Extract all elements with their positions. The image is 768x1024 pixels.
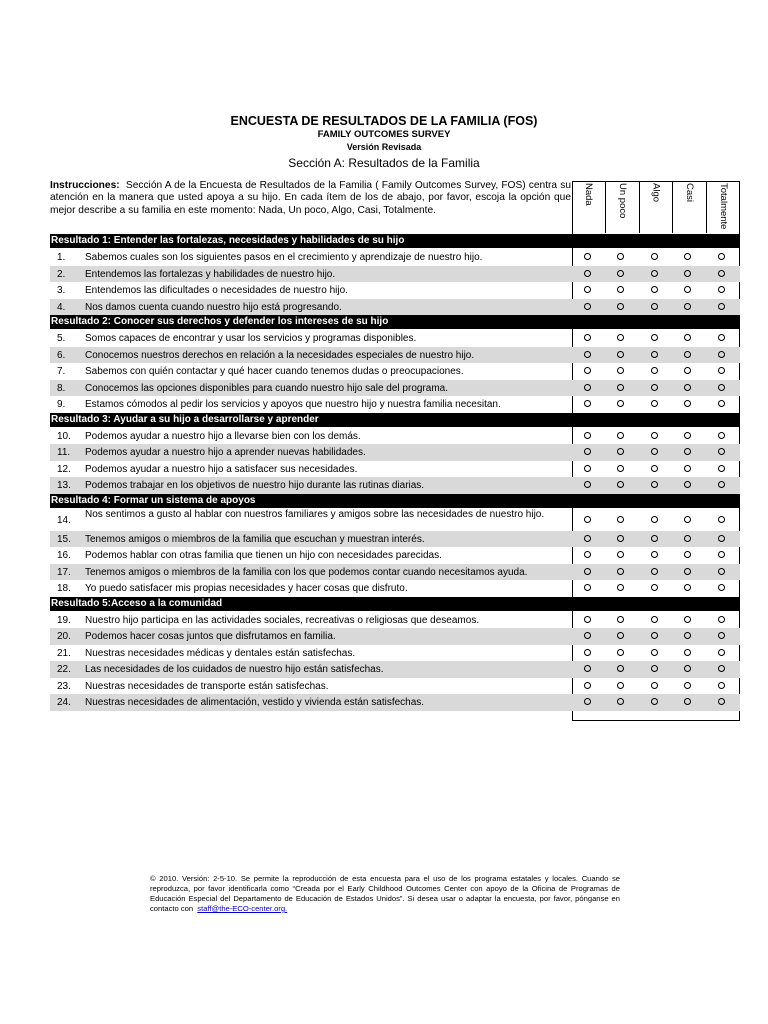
item-number: 14. — [57, 514, 71, 526]
response-radio[interactable] — [584, 432, 591, 439]
survey-item-row — [50, 509, 572, 531]
item-number: 10. — [57, 430, 71, 442]
survey-item-row — [50, 282, 572, 299]
item-number: 8. — [57, 382, 66, 394]
response-radio[interactable] — [684, 303, 691, 310]
column-header-label: Algo — [650, 183, 662, 203]
response-radio[interactable] — [651, 568, 658, 575]
item-text: Tenemos amigos o miembros de la familia que escuchan y muestran interés. — [85, 533, 425, 545]
response-radio[interactable] — [584, 649, 591, 656]
response-radio[interactable] — [718, 351, 725, 358]
response-radio[interactable] — [684, 270, 691, 277]
survey-item-row — [50, 461, 572, 478]
item-number: 5. — [57, 333, 66, 344]
response-radio[interactable] — [684, 682, 691, 689]
survey-item-row — [50, 547, 572, 564]
response-radio[interactable] — [617, 649, 624, 656]
column-header — [605, 181, 639, 233]
item-text: Conocemos nuestros derechos en relación a la necesidades especiales de nuestro hijo. — [85, 349, 475, 361]
item-number: 17. — [57, 566, 71, 578]
item-number: 19. — [57, 614, 71, 626]
item-number: 2. — [57, 268, 66, 280]
instructions — [50, 180, 571, 217]
survey-item-row — [50, 580, 572, 597]
item-text: Podemos ayudar a nuestro hijo a aprender nuevas habilidades. — [85, 447, 366, 458]
response-radio[interactable] — [584, 616, 591, 623]
response-radio[interactable] — [617, 535, 624, 542]
item-number: 13. — [57, 480, 71, 491]
response-radio[interactable] — [617, 432, 624, 439]
item-text: Nuestro hijo participa en las actividades sociales, recreativas o religiosas que deseamos. — [85, 614, 480, 626]
item-text: Conocemos las opciones disponibles para cuando nuestro hijo sale del programa. — [85, 382, 448, 394]
item-text: Las necesidades de los cuidados de nuestro hijo están satisfechas. — [85, 664, 384, 675]
item-number: 21. — [57, 647, 71, 659]
response-radio[interactable] — [584, 351, 591, 358]
response-radio[interactable] — [617, 682, 624, 689]
item-number: 22. — [57, 664, 71, 675]
survey-version: Versión Revisada — [346, 142, 422, 152]
survey-item-row — [50, 428, 572, 445]
response-radio[interactable] — [718, 682, 725, 689]
item-text: Somos capaces de encontrar y usar los servicios y programas disponibles. — [85, 333, 417, 344]
response-radio[interactable] — [651, 351, 658, 358]
response-radio[interactable] — [718, 516, 725, 523]
response-radio[interactable] — [718, 649, 725, 656]
item-number: 7. — [57, 366, 66, 377]
item-text: Podemos hacer cosas juntos que disfrutamos en familia. — [85, 631, 336, 642]
contact-email-link[interactable]: staff@the-ECO-center.org. — [197, 904, 288, 913]
response-radio[interactable] — [584, 465, 591, 472]
response-radio[interactable] — [584, 303, 591, 310]
response-radio[interactable] — [651, 682, 658, 689]
column-header — [706, 181, 740, 233]
item-text: Podemos trabajar en los objetivos de nuestro hijo durante las rutinas diarias. — [85, 480, 425, 491]
item-text: Sabemos cuales son los siguientes pasos en el crecimiento y aprendizaje de nuestro hijo. — [85, 252, 483, 263]
response-radio[interactable] — [718, 535, 725, 542]
item-number: 20. — [57, 631, 71, 642]
response-radio[interactable] — [651, 270, 658, 277]
item-text: Podemos ayudar a nuestro hijo a satisfacer sus necesidades. — [85, 463, 358, 475]
response-radio[interactable] — [617, 568, 624, 575]
outcome-heading: Resultado 3: Ayudar a su hijo a desarrollarse y aprender — [50, 413, 740, 427]
column-header-label: Un poco — [617, 183, 628, 219]
item-text: Nuestras necesidades médicas y dentales están satisfechas. — [85, 647, 356, 659]
item-number: 6. — [57, 349, 66, 361]
item-number: 11. — [57, 447, 71, 458]
response-radio[interactable] — [651, 649, 658, 656]
response-radio[interactable] — [584, 384, 591, 391]
response-radio[interactable] — [684, 649, 691, 656]
survey-item-row — [50, 396, 572, 413]
outcome-heading: Resultado 1: Entender las fortalezas, necesidades y habilidades de su hijo — [50, 234, 740, 248]
item-text: Yo puedo satisfacer mis propias necesidades y hacer cosas que disfruto. — [85, 583, 408, 594]
response-radio[interactable] — [617, 270, 624, 277]
item-text: Podemos hablar con otras familia que tienen un hijo con necesidades parecidas. — [85, 550, 442, 561]
survey-item-row — [50, 347, 572, 364]
survey-item-row — [50, 444, 572, 461]
footer-text: © 2010. Versión: 2-5-10. Se permite la reproducción de esta encuesta para el uso de los programa estatales y locales. Cuando se reproduzca, por favor identificarla como “Creada por el Early Childhood Outcomes Center con apoyo de la Oficina de Programas de Educación Especial del Departamento de Educación de Estados Unidos”. Si desea usar o adaptar la encuesta, por favor, pónganse en contacto con — [150, 874, 620, 913]
survey-item-row — [50, 678, 572, 695]
survey-item-row — [50, 564, 572, 581]
item-text: Nos sentimos a gusto al hablar con nuestros familiares y amigos sobre las necesidades de nuestro hijo. — [85, 508, 545, 520]
response-radio[interactable] — [584, 270, 591, 277]
survey-subtitle: FAMILY OUTCOMES SURVEY — [317, 129, 451, 140]
outcome-heading: Resultado 5:Acceso a la comunidad — [50, 597, 740, 611]
outcome-heading: Resultado 2: Conocer sus derechos y defender los intereses de su hijo — [50, 315, 740, 329]
response-radio[interactable] — [684, 432, 691, 439]
response-radio[interactable] — [718, 303, 725, 310]
column-header — [672, 181, 706, 233]
response-radio[interactable] — [684, 516, 691, 523]
column-header-label: Casi — [684, 183, 695, 203]
item-text: Nos damos cuenta cuando nuestro hijo está progresando. — [85, 301, 342, 313]
item-text: Nuestras necesidades de alimentación, vestido y vivienda están satisfechas. — [85, 697, 425, 708]
response-radio[interactable] — [651, 616, 658, 623]
response-radio[interactable] — [684, 535, 691, 542]
response-radio[interactable] — [651, 465, 658, 472]
response-radio[interactable] — [718, 616, 725, 623]
item-text: Tenemos amigos o miembros de la familia con los que podemos contar cuando necesitamos ayuda. — [85, 566, 528, 578]
response-radio[interactable] — [617, 516, 624, 523]
item-number: 3. — [57, 285, 66, 296]
response-radio[interactable] — [617, 351, 624, 358]
survey-item-row — [50, 531, 572, 548]
response-radio[interactable] — [651, 384, 658, 391]
instructions-text: Sección A de la Encuesta de Resultados de la Familia ( Family Outcomes Survey, FOS) centra su atención en la manera que usted apoya a su hijo. En cada ítem de los de abajo, por favor, escoja la opción que mejor describe a su familia en este momento: Nada, Un poco, Algo, Casi, Totalmente. — [50, 180, 571, 216]
response-radio[interactable] — [651, 432, 658, 439]
item-number: 24. — [57, 697, 71, 708]
item-number: 4. — [57, 301, 66, 313]
survey-item-row — [50, 612, 572, 629]
item-text: Entendemos las dificultades o necesidades de nuestro hijo. — [85, 285, 348, 296]
item-text: Podemos ayudar a nuestro hijo a llevarse bien con los demás. — [85, 430, 361, 442]
response-radio[interactable] — [684, 465, 691, 472]
response-radio[interactable] — [617, 465, 624, 472]
response-radio[interactable] — [584, 682, 591, 689]
response-radio[interactable] — [718, 465, 725, 472]
survey-item-row — [50, 330, 572, 347]
item-text: Entendemos las fortalezas y habilidades de nuestro hijo. — [85, 268, 336, 280]
outcome-heading: Resultado 4: Formar un sistema de apoyos — [50, 494, 740, 508]
response-radio[interactable] — [617, 303, 624, 310]
survey-item-row — [50, 628, 572, 645]
column-header-label: Totalmente — [718, 183, 729, 230]
column-header — [639, 181, 672, 233]
column-header-label: Nada — [583, 183, 594, 206]
item-number: 16. — [57, 550, 71, 561]
survey-item-row — [50, 299, 572, 316]
item-number: 23. — [57, 680, 71, 692]
response-radio[interactable] — [684, 568, 691, 575]
item-number: 18. — [57, 583, 71, 594]
survey-item-row — [50, 477, 572, 494]
footer-notice — [150, 874, 620, 914]
column-header — [572, 181, 605, 233]
survey-item-row — [50, 363, 572, 380]
response-radio[interactable] — [684, 616, 691, 623]
section-heading: Sección A: Resultados de la Familia — [288, 156, 480, 170]
item-number: 9. — [57, 399, 66, 410]
response-radio[interactable] — [584, 516, 591, 523]
survey-title: ENCUESTA DE RESULTADOS DE LA FAMILIA (FOS) — [230, 114, 538, 128]
response-radio[interactable] — [718, 270, 725, 277]
instructions-label: Instrucciones: — [50, 180, 120, 191]
response-radio[interactable] — [718, 432, 725, 439]
response-radio[interactable] — [684, 384, 691, 391]
item-text: Sabemos con quién contactar y qué hacer cuando tenemos dudas o preocupaciones. — [85, 366, 464, 377]
item-number: 12. — [57, 463, 71, 475]
survey-item-row — [50, 249, 572, 266]
item-number: 1. — [57, 252, 66, 263]
response-radio[interactable] — [651, 516, 658, 523]
response-radio[interactable] — [617, 384, 624, 391]
response-radio[interactable] — [651, 535, 658, 542]
survey-item-row — [50, 266, 572, 283]
item-text: Nuestras necesidades de transporte están satisfechas. — [85, 680, 329, 692]
survey-item-row — [50, 645, 572, 662]
response-radio[interactable] — [617, 616, 624, 623]
item-text: Estamos cómodos al pedir los servicios y apoyos que nuestro hijo y nuestra familia necesitan. — [85, 399, 501, 410]
response-radio[interactable] — [584, 535, 591, 542]
response-radio[interactable] — [651, 303, 658, 310]
response-radio[interactable] — [684, 351, 691, 358]
response-radio[interactable] — [718, 384, 725, 391]
survey-item-row — [50, 661, 572, 678]
survey-item-row — [50, 380, 572, 397]
response-radio[interactable] — [584, 568, 591, 575]
response-radio[interactable] — [718, 568, 725, 575]
item-number: 15. — [57, 533, 71, 545]
survey-item-row — [50, 694, 572, 711]
